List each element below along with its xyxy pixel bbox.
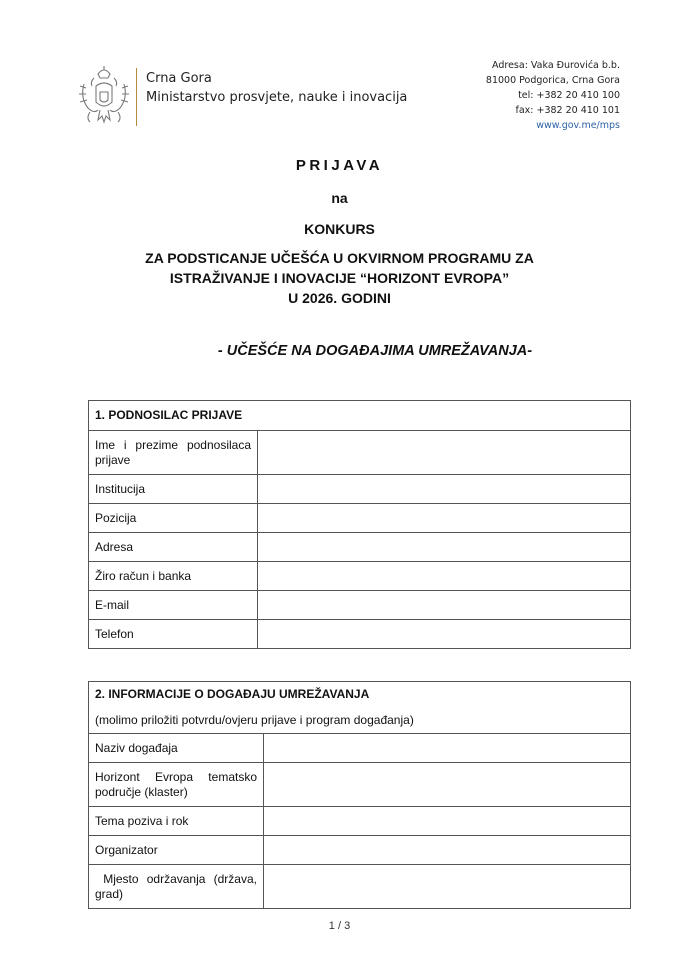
section-2-note: (molimo priložiti potvrdu/ovjeru prijave i program događanja) [89, 708, 631, 734]
address-field[interactable] [258, 533, 631, 562]
contact-city: 81000 Podgorica, Crna Gora [485, 75, 620, 86]
applicant-name-field[interactable] [258, 431, 631, 475]
table-row [89, 562, 631, 591]
event-table [88, 681, 631, 909]
row-label: Adresa [89, 533, 258, 562]
document-title: PRIJAVA [295, 157, 384, 174]
organizer-field[interactable] [264, 836, 631, 865]
table-row [89, 865, 631, 909]
row-label: Telefon [89, 620, 258, 649]
title-line-2: ISTRAŽIVANJE I INOVACIJE “HORIZONT EVROPA” [169, 270, 510, 286]
position-field[interactable] [258, 504, 631, 533]
page-number: 1 / 3 [328, 920, 351, 932]
table-row [89, 620, 631, 649]
table-row [89, 591, 631, 620]
call-topic-field[interactable] [264, 807, 631, 836]
table-row [89, 475, 631, 504]
row-label: Institucija [89, 475, 258, 504]
ministry-name: Ministarstvo prosvjete, nauke i inovacija [146, 90, 408, 105]
header-divider [136, 68, 137, 126]
contact-fax: fax: +382 20 410 101 [515, 105, 620, 116]
contact-address: Adresa: Vaka Đurovića b.b. [492, 60, 620, 71]
title-konkurs: KONKURS [304, 221, 375, 237]
email-field[interactable] [258, 591, 631, 620]
section-2-heading: 2. INFORMACIJE O DOGAĐAJU UMREŽAVANJA [89, 682, 631, 708]
row-label: Naziv događaja [89, 734, 264, 763]
row-label: Mjesto održavanja (država, grad) [89, 865, 264, 909]
row-label: Organizator [89, 836, 264, 865]
document-subtitle: - UČEŠĆE NA DOGAĐAJIMA UMREŽAVANJA- [217, 343, 533, 359]
section-1-heading: 1. PODNOSILAC PRIJAVE [89, 401, 631, 431]
bank-account-field[interactable] [258, 562, 631, 591]
country-name: Crna Gora [146, 71, 212, 86]
event-name-field[interactable] [264, 734, 631, 763]
title-line-3: U 2026. GODINI [288, 290, 391, 306]
coat-of-arms-icon [76, 64, 132, 128]
row-label: E-mail [89, 591, 258, 620]
row-label: Pozicija [89, 504, 258, 533]
table-row [89, 807, 631, 836]
phone-field[interactable] [258, 620, 631, 649]
title-line-1: ZA PODSTICANJE UČEŠĆA U OKVIRNOM PROGRAMU ZA [145, 250, 534, 266]
contact-tel: tel: +382 20 410 100 [518, 90, 620, 101]
table-row [89, 504, 631, 533]
table-row [89, 734, 631, 763]
row-label: Tema poziva i rok [89, 807, 264, 836]
row-label: Žiro račun i banka [89, 562, 258, 591]
table-row [89, 836, 631, 865]
thematic-area-field[interactable] [264, 763, 631, 807]
table-row [89, 533, 631, 562]
contact-web-link[interactable]: www.gov.me/mps [536, 120, 620, 131]
row-label: Horizont Evropa tematsko područje (klaster) [89, 763, 264, 807]
venue-field[interactable] [264, 865, 631, 909]
institution-field[interactable] [258, 475, 631, 504]
title-na: na [331, 190, 348, 206]
table-row [89, 431, 631, 475]
row-label: Ime i prezime podnosilaca prijave [89, 431, 258, 475]
table-row [89, 763, 631, 807]
applicant-table [88, 400, 631, 649]
